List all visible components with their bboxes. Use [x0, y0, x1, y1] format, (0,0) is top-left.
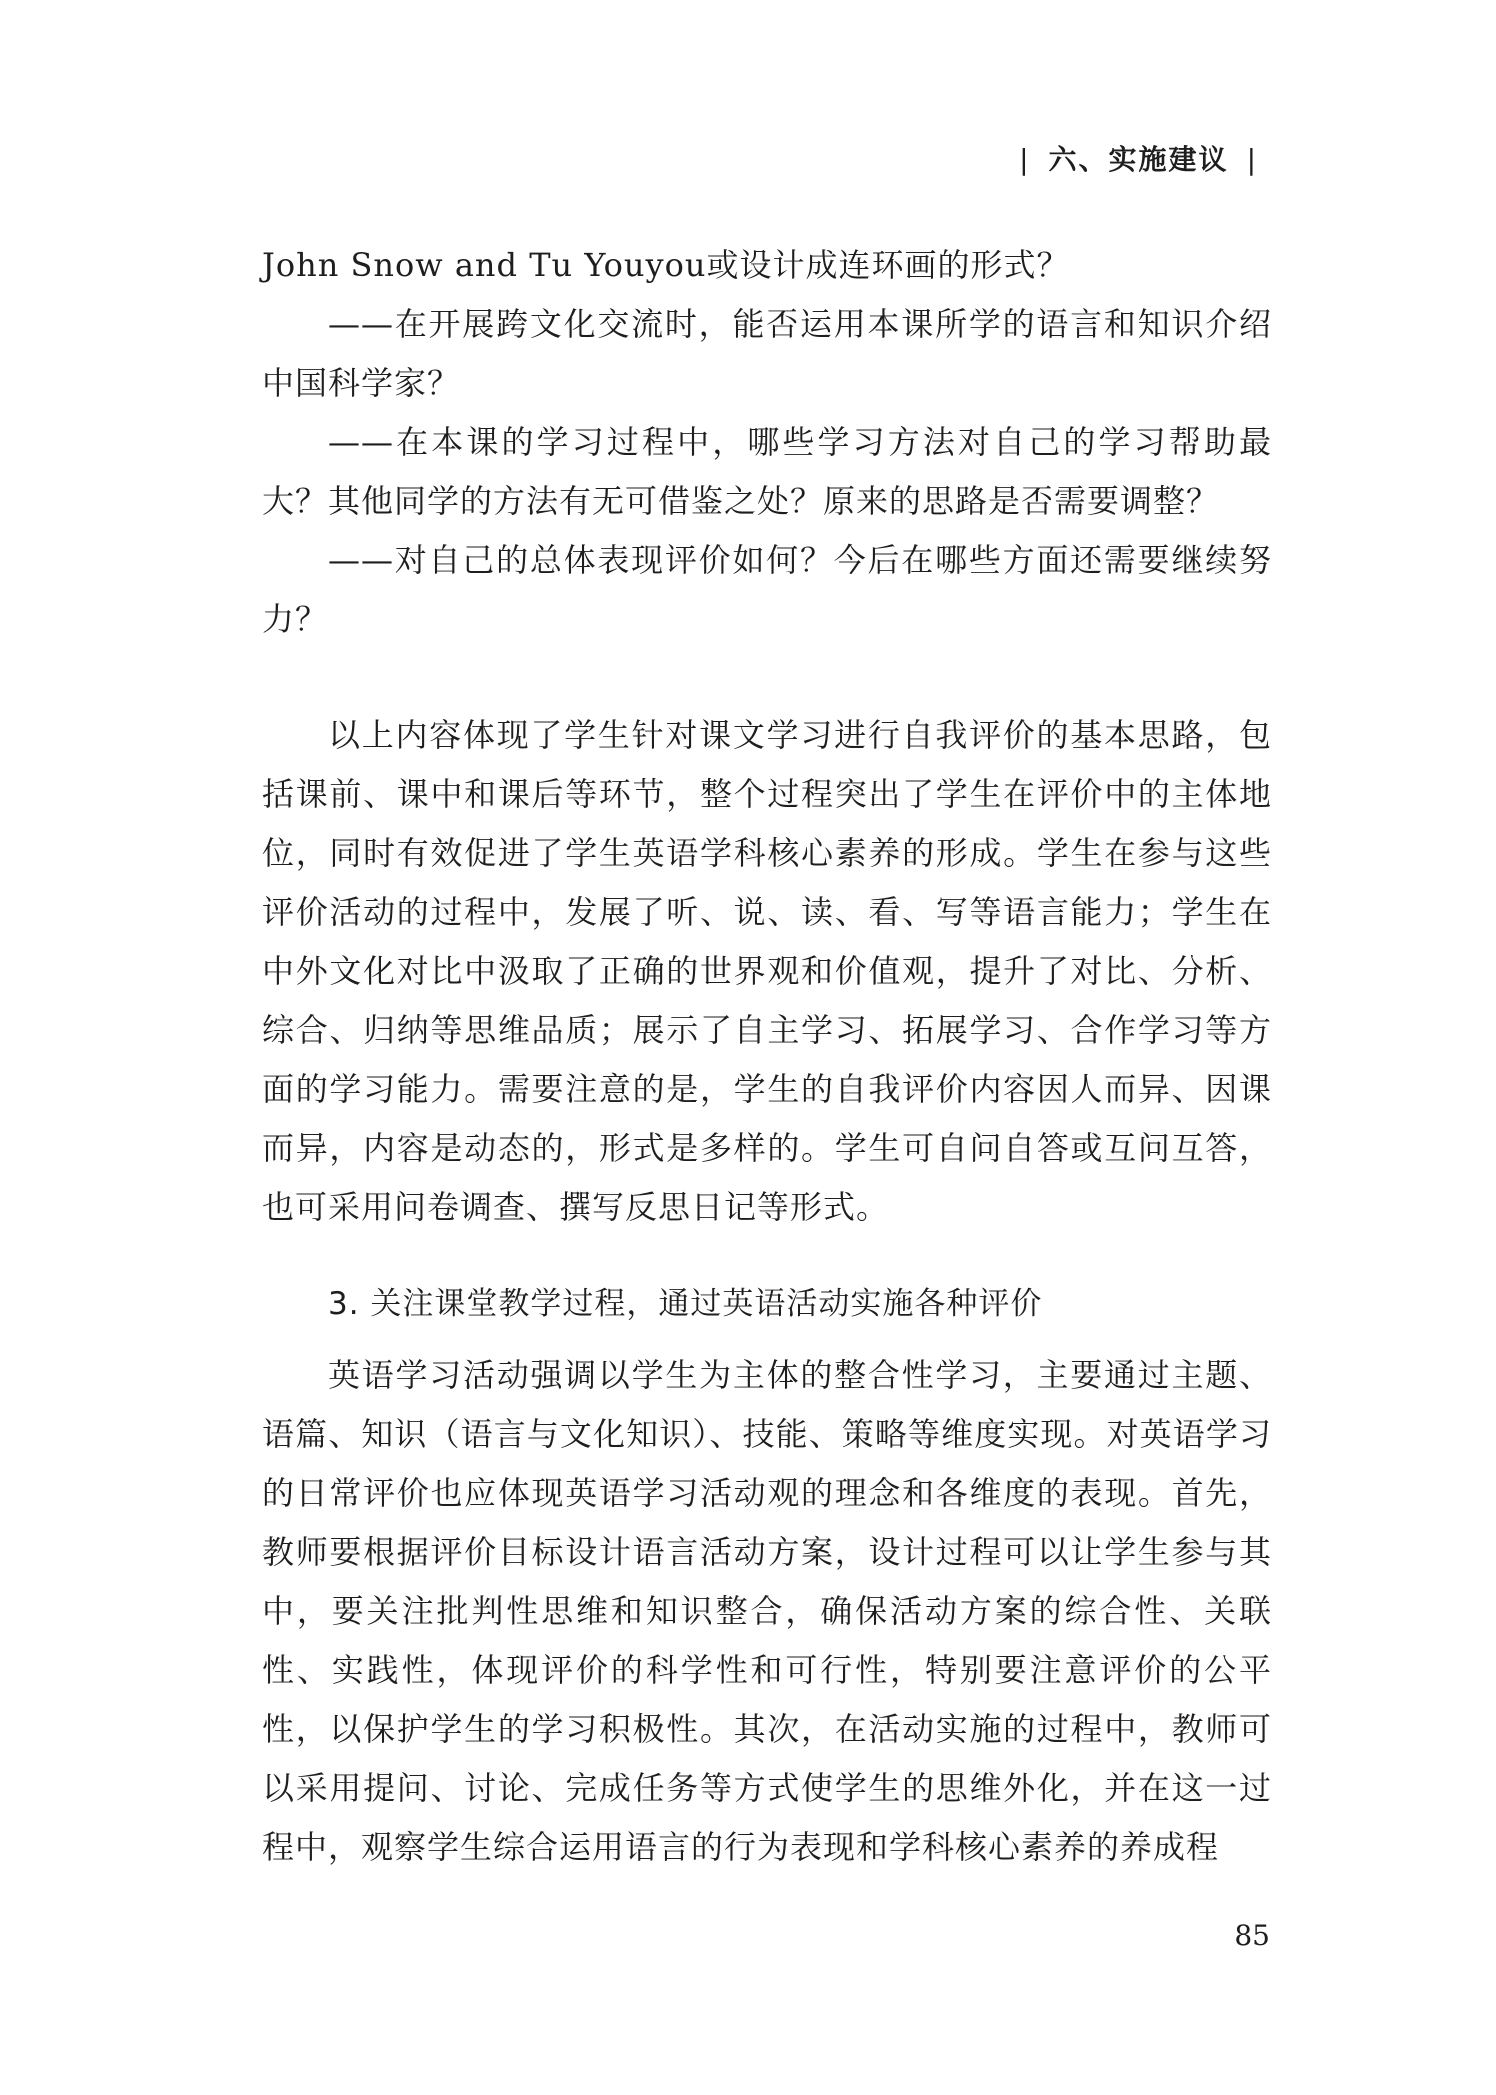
header-section-title: 六、实施建议 — [1048, 143, 1229, 176]
running-header — [1001, 142, 1276, 178]
question-item: ——对自己的总体表现评价如何？今后在哪些方面还需要继续努力？ — [262, 541, 1272, 638]
summary-section — [262, 706, 1272, 1237]
question-item: ——在开展跨文化交流时，能否运用本课所学的语言和知识介绍中国科学家？ — [262, 305, 1272, 402]
page-number: 85 — [1234, 1919, 1270, 1952]
header-divider-right: | — [1246, 143, 1258, 176]
section-heading: 3. 关注课堂教学过程，通过英语活动实施各种评价 — [328, 1286, 1043, 1322]
section-body — [262, 1346, 1272, 1877]
body-paragraph: 英语学习活动强调以学生为主体的整合性学习，主要通过主题、语篇、知识（语言与文化知识）、技能、策略等维度实现。对英语学习的日常评价也应体现英语学习活动观的理念和各维度的表现。首先，教师要根据评价目标设计语言活动方案，设计过程可以让学生参与其中，要关注批判性思维和知识整合，确保活动方案的综合性、关联性、实践性，体现评价的科学性和可行性，特别要注意评价的公平性，以保护学生的学习积极性。其次，在活动实施的过程中，教师可以采用提问、讨论、完成任务等方式使学生的思维外化，并在这一过程中，观察学生综合运用语言的行为表现和学科核心素养的养成程 — [262, 1356, 1272, 1866]
question-continuation: John Snow and Tu Youyou或设计成连环画的形式？ — [262, 246, 1070, 284]
summary-paragraph: 以上内容体现了学生针对课文学习进行自我评价的基本思路，包括课前、课中和课后等环节，整个过程突出了学生在评价中的主体地位，同时有效促进了学生英语学科核心素养的形成。学生在参与这些评价活动的过程中，发展了听、说、读、看、写等语言能力；学生在中外文化对比中汲取了正确的世界观和价值观，提升了对比、分析、综合、归纳等思维品质；展示了自主学习、拓展学习、合作学习等方面的学习能力。需要注意的是，学生的自我评价内容因人而异、因课而异，内容是动态的，形式是多样的。学生可自问自答或互问互答，也可采用问卷调查、撰写反思日记等形式。 — [262, 716, 1272, 1226]
question-list — [262, 236, 1272, 649]
question-item: ——在本课的学习过程中，哪些学习方法对自己的学习帮助最大？其他同学的方法有无可借鉴之处？原来的思路是否需要调整？ — [262, 423, 1272, 520]
header-divider-left: | — [1019, 143, 1031, 176]
